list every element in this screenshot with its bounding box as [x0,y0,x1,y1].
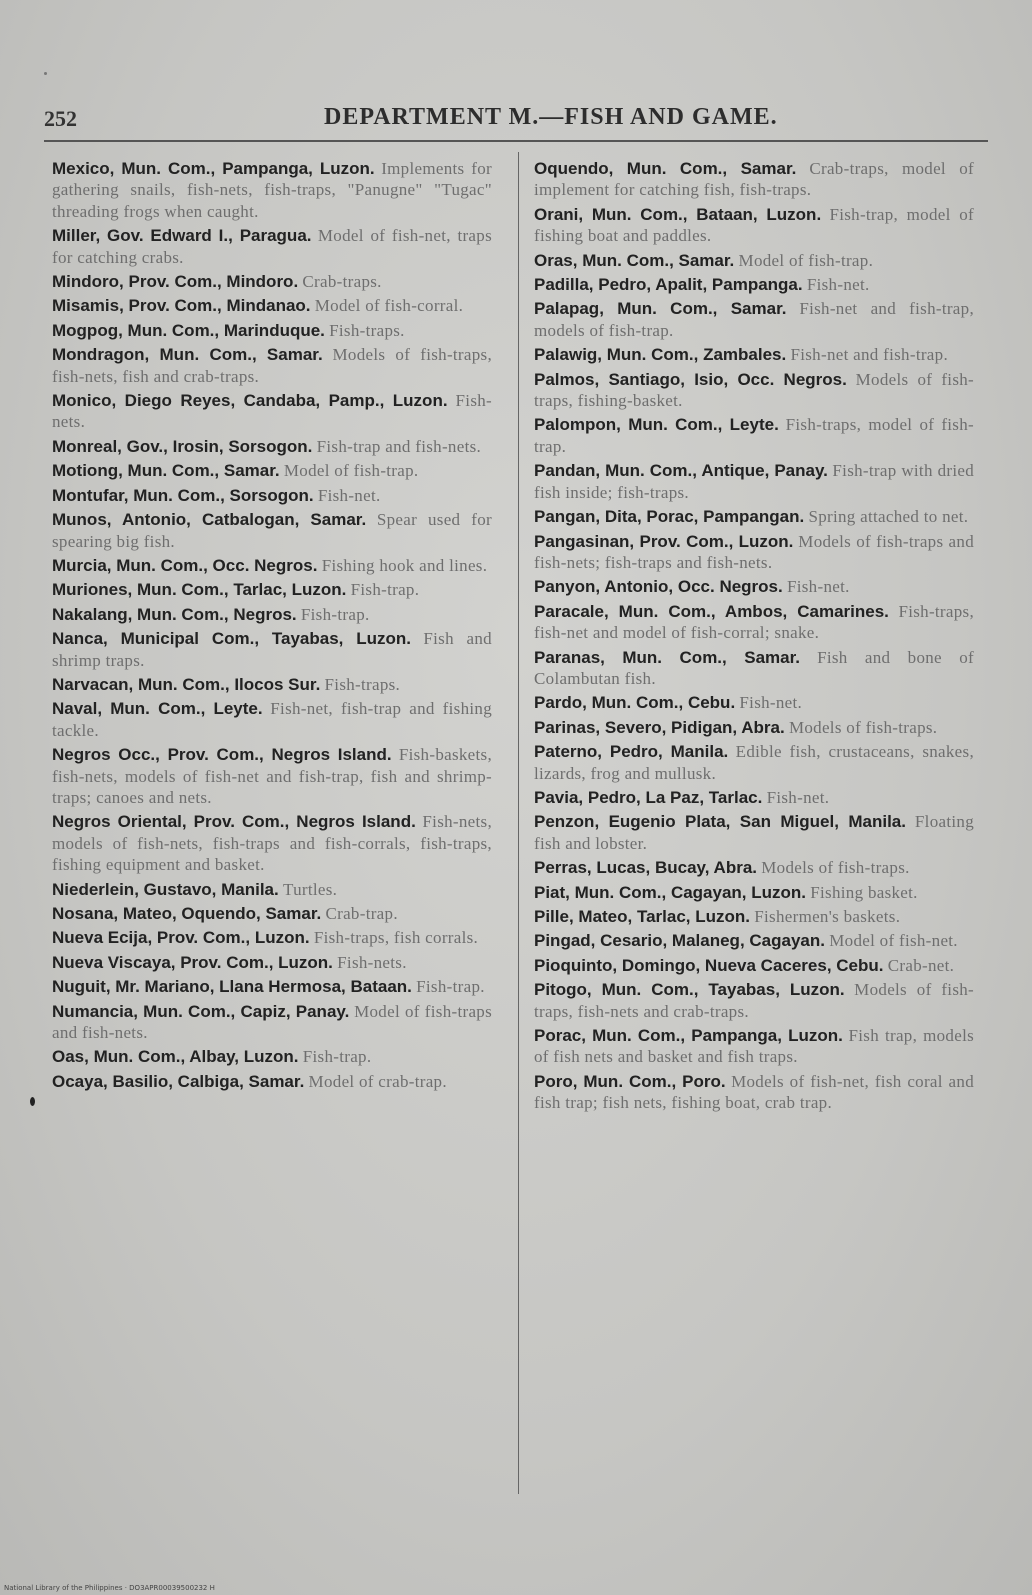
entry-description: Fish-net. [806,275,870,295]
entry-name: Numancia, Mun. Com., Capiz, Panay. [52,1001,350,1021]
index-entry [534,692,974,713]
entry-description: Fishing basket. [810,882,918,902]
entry-description: Fish-trap with dried fish inside; fish-traps. [534,461,974,502]
index-entry [534,930,974,951]
entry-name: Murcia, Mun. Com., Occ. Negros. [52,555,318,575]
entry-description: Fish-trap. [300,604,370,624]
entry-description: Models of fish-traps. [788,717,938,737]
entry-description: Spring attached to net. [808,507,969,527]
entry-description: Fish-traps, fish-net and model of fish-corral; snake. [534,601,975,643]
right-column [534,158,974,1117]
entry-description: Model of fish-traps and fish-nets. [52,1001,493,1043]
entry-name: Pille, Mateo, Tarlac, Luzon. [534,907,751,926]
entry-description: Fish trap, models of fish nets and basket and fish traps. [534,1026,975,1067]
entry-description: Crab-trap. [325,904,398,923]
entry-description: Floating fish and lobster. [534,812,974,853]
entry-description: Fish-traps. [324,674,401,694]
index-entry [52,1046,492,1067]
entry-description: Models of fish-traps and fish-nets; fish-traps and fish-nets. [534,531,974,572]
entry-description: Model of fish-trap. [738,250,874,270]
index-entry [534,857,974,878]
entry-description: Spear used for spearing big fish. [52,510,492,551]
entry-description: Fish-net. [739,693,803,713]
index-entry [534,158,974,201]
index-entry [52,976,492,997]
entry-name: Paracale, Mun. Com., Ambos, Camarines. [534,601,889,621]
index-entry [534,274,974,295]
entry-description: Fish-nets. [52,391,493,432]
entry-description: Fish-baskets, fish-nets, models of fish-net and fish-trap, fish and shrimp-traps; canoes and nets. [52,745,493,807]
entry-name: Pitogo, Mun. Com., Tayabas, Luzon. [534,980,845,1000]
entry-description: Model of fish-corral. [314,296,464,316]
entry-description: Model of crab-trap. [308,1071,447,1091]
index-entry [534,601,974,644]
index-entry [534,906,974,927]
entry-description: Fish-traps, fish corrals. [313,928,479,948]
margin-speck [30,1097,35,1106]
entry-name: Munos, Antonio, Catbalogan, Samar. [52,510,367,530]
entry-description: Model of fish-net, traps for catching crabs. [52,226,492,267]
entry-name: Muriones, Mun. Com., Tarlac, Luzon. [52,580,347,600]
index-entry [52,320,492,341]
entry-name: Pioquinto, Domingo, Nueva Caceres, Cebu. [534,955,884,975]
index-entry [534,506,974,527]
page-number: 252 [44,106,77,131]
entry-name: Pangasinan, Prov. Com., Luzon. [534,531,794,551]
entry-description: Turtles. [282,879,338,899]
entry-name: Motiong, Mun. Com., Samar. [52,461,280,481]
entry-name: Pardo, Mun. Com., Cebu. [534,693,736,713]
entry-name: Mondragon, Mun. Com., Samar. [52,345,323,365]
index-entry [52,436,492,457]
index-entry [52,579,492,600]
index-entry [52,271,492,292]
entry-name: Pandan, Mun. Com., Antique, Panay. [534,461,828,481]
entry-description: Implements for gathering snails, fish-nets, fish-traps, "Panugne" "Tugac" threading frogs when caught. [52,159,492,221]
index-entry [534,717,974,738]
entry-description: Fish and bone of Colambutan fish. [534,647,974,688]
entry-name: Naval, Mun. Com., Leyte. [52,699,263,719]
index-entry [52,225,492,268]
entry-name: Porac, Mun. Com., Pampanga, Luzon. [534,1026,843,1046]
column-divider [518,152,519,1494]
entry-description: Models of fish-net, fish coral and fish trap; fish nets, fishing boat, crab trap. [534,1071,975,1113]
running-title: DEPARTMENT M.—FISH AND GAME. [324,104,778,130]
entry-name: Pingad, Cesario, Malaneg, Cagayan. [534,931,825,951]
entry-name: Oas, Mun. Com., Albay, Luzon. [52,1047,299,1067]
index-entry [52,485,492,506]
entry-description: Fish and shrimp traps. [52,629,492,670]
index-entry [534,344,974,365]
entry-name: Narvacan, Mun. Com., Ilocos Sur. [52,674,321,694]
entry-name: Perras, Lucas, Bucay, Abra. [534,858,757,878]
entry-name: Panyon, Antonio, Occ. Negros. [534,577,783,597]
entry-description: Fish-net. [766,787,830,807]
entry-description: Model of fish-trap. [283,461,419,481]
index-entry [52,1001,492,1044]
entry-description: Fish-trap. [350,580,420,600]
index-entry [534,531,974,574]
entry-name: Pavia, Pedro, La Paz, Tarlac. [534,787,763,807]
entry-name: Oras, Mun. Com., Samar. [534,250,735,270]
entry-name: Miller, Gov. Edward I., Paragua. [52,226,312,246]
entry-name: Niederlein, Gustavo, Manila. [52,879,279,899]
entry-description: Fish-net and fish-trap. [790,345,948,365]
entry-name: Negros Occ., Prov. Com., Negros Island. [52,745,392,765]
index-entry [52,879,492,900]
index-entry [534,1071,974,1114]
index-entry [52,952,492,973]
entry-name: Parinas, Severo, Pidigan, Abra. [534,717,785,737]
entry-name: Orani, Mun. Com., Bataan, Luzon. [534,204,822,224]
entry-name: Montufar, Mun. Com., Sorsogon. [52,485,314,505]
entry-name: Mexico, Mun. Com., Pampanga, Luzon. [52,159,375,178]
margin-speck [44,72,47,75]
entry-description: Fish-net, fish-trap and fishing tackle. [52,699,493,740]
entry-description: Crab-net. [887,955,955,975]
entry-name: Mindoro, Prov. Com., Mindoro. [52,272,299,292]
index-entry [534,298,974,341]
entry-name: Palapag, Mun. Com., Samar. [534,299,787,319]
index-entry [534,250,974,271]
index-entry [534,787,974,808]
entry-description: Fish-net. [317,485,381,505]
entry-description: Fish-nets. [337,952,407,972]
index-entry [534,414,974,457]
entry-name: Paterno, Pedro, Manila. [534,742,729,762]
index-entry [534,811,974,854]
index-entry [52,509,492,552]
index-entry [534,576,974,597]
index-entry [52,903,492,924]
index-entry [534,882,974,903]
index-entry [52,698,492,741]
entry-description: Fish-trap, model of fishing boat and paddles. [534,204,974,246]
entry-description: Models of fish-traps, fish-nets and crab-traps. [534,980,975,1021]
index-entry [52,460,492,481]
index-entry [52,604,492,625]
entry-description: Fish-net. [786,577,850,597]
entry-description: Models of fish-traps, fishing-basket. [534,369,974,411]
entry-name: Nuguit, Mr. Mariano, Llana Hermosa, Bataan. [52,977,412,997]
entry-name: Pangan, Dita, Porac, Pampangan. [534,507,805,527]
entry-name: Nosana, Mateo, Oquendo, Samar. [52,904,322,923]
entry-description: Crab-traps. [302,272,382,292]
entry-description: Fishermen's baskets. [754,907,901,926]
index-entry [534,204,974,247]
entry-name: Nanca, Municipal Com., Tayabas, Luzon. [52,629,411,649]
entry-description: Fish-trap and fish-nets. [316,436,482,456]
entry-description: Crab-traps, model of implement for catching fish, fish-traps. [534,159,974,200]
entry-name: Paranas, Mun. Com., Samar. [534,647,801,667]
entry-name: Penzon, Eugenio Plata, San Miguel, Manila. [534,812,906,832]
index-entry [52,927,492,948]
entry-description: Edible fish, crustaceans, snakes, lizards, frog and mullusk. [534,742,974,783]
entry-description: Fish-nets, models of fish-nets, fish-traps and fish-corrals, fish-traps, fishing equipment and basket. [52,812,493,875]
entry-description: Fish-traps. [329,320,405,340]
index-entry [52,674,492,695]
index-entry [52,295,492,316]
index-entry [52,744,492,808]
entry-description: Models of fish-traps. [761,858,910,878]
entry-description: Model of fish-net. [829,931,958,951]
entry-description: Fish-trap. [302,1047,372,1067]
index-entry [52,390,492,433]
index-entry [534,979,974,1022]
index-entry [52,811,492,875]
index-entry [52,628,492,671]
entry-name: Padilla, Pedro, Apalit, Pampanga. [534,275,803,295]
entry-description: Models of fish-traps, fish-nets, fish and crab-traps. [52,345,493,386]
index-entry [52,344,492,387]
entry-description: Fishing hook and lines. [321,555,488,575]
entry-name: Palompon, Mun. Com., Leyte. [534,415,779,435]
index-entry [534,369,974,412]
entry-name: Palmos, Santiago, Isio, Occ. Negros. [534,369,847,389]
entry-name: Nueva Viscaya, Prov. Com., Luzon. [52,952,333,972]
entry-description: Fish-trap. [416,977,485,997]
entry-name: Monreal, Gov., Irosin, Sorsogon. [52,436,313,456]
header-rule [44,140,988,142]
index-entry [52,1071,492,1092]
entry-name: Poro, Mun. Com., Poro. [534,1071,726,1091]
index-entry [52,555,492,576]
left-column [52,158,492,1095]
entry-name: Oquendo, Mun. Com., Samar. [534,159,797,178]
entry-description: Fish-traps, model of fish-trap. [534,415,974,456]
entry-description: Fish-net and fish-trap, models of fish-trap. [534,299,975,340]
index-entry [534,647,974,690]
index-entry [534,741,974,784]
index-entry [52,158,492,222]
index-entry [534,955,974,976]
index-entry [534,1025,974,1068]
entry-name: Ocaya, Basilio, Calbiga, Samar. [52,1071,305,1091]
library-credit: National Library of the Philippines · DO3APR00039500232 H [4,1584,215,1592]
entry-name: Nueva Ecija, Prov. Com., Luzon. [52,928,310,948]
index-entry [534,460,974,503]
entry-name: Piat, Mun. Com., Cagayan, Luzon. [534,882,807,902]
entry-name: Mogpog, Mun. Com., Marinduque. [52,320,325,340]
entry-name: Palawig, Mun. Com., Zambales. [534,345,787,365]
entry-name: Misamis, Prov. Com., Mindanao. [52,296,311,316]
entry-name: Monico, Diego Reyes, Candaba, Pamp., Luzon. [52,391,448,411]
entry-name: Negros Oriental, Prov. Com., Negros Island. [52,812,416,832]
entry-name: Nakalang, Mun. Com., Negros. [52,604,297,624]
page-header [44,106,988,140]
